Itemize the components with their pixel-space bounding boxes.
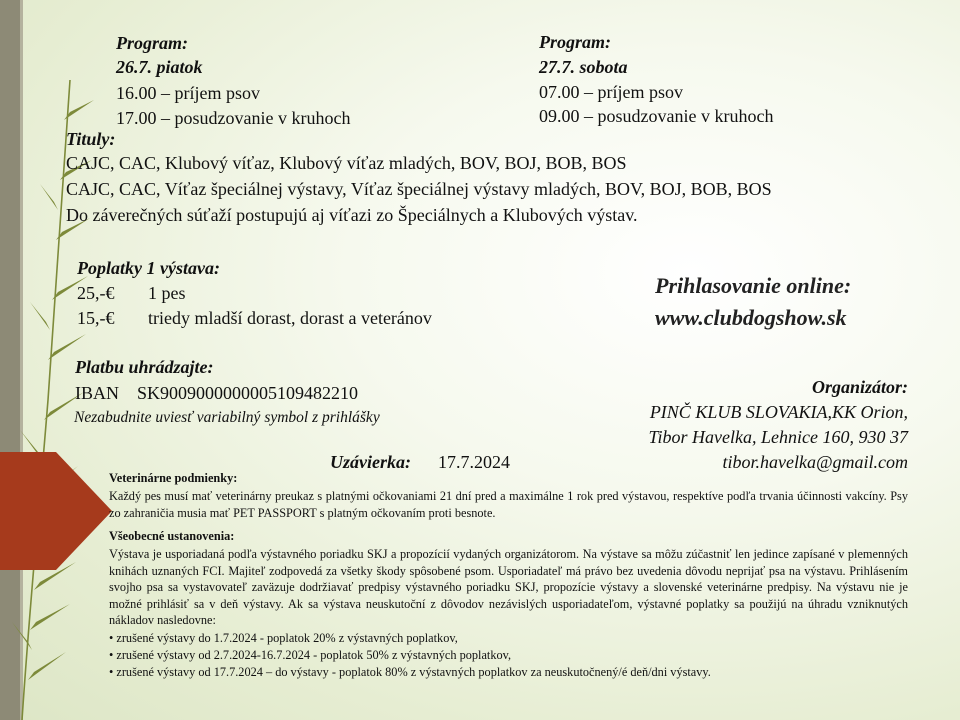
program-sat-heading: Program:	[539, 32, 611, 52]
program-sat-line2: 09.00 – posudzovanie v kruhoch	[539, 106, 774, 126]
fee-desc-2: triedy mladší dorast, dorast a veteránov	[148, 308, 432, 328]
titles-line2: CAJC, CAC, Víťaz špeciálnej výstavy, Víťaz špeciálnej výstavy mladých, BOV, BOJ, BOB, BOS	[66, 179, 772, 199]
titles-line3: Do záverečných súťaží postupujú aj víťazi zo Špeciálnych a Klubových výstav.	[66, 205, 638, 225]
fee-amount-2: 15,-€	[77, 308, 115, 328]
cancellation-list	[109, 630, 711, 680]
general-text: Výstava je usporiadaná podľa výstavného poriadku SKJ a propozícií vydaných organizátorom. Na výstave sa môžu zúčastniť len jedince zapísané v plemenných knihách uznaných FCI. Majiteľ zodpovedá za všetky škody spôsobené psom. Usporiadateľ má právo bez uvedenia dôvodu neprijať psa na výstavu. Prihlásením svojho psa sa vystavovateľ zaväzuje dodržiavať predpisy výstavného poriadku SKJ, propozície výstavy a slovenské veterinárne predpisy. Na výstavu nie je možné prihlásiť sa v deň výstavy. Ak sa výstava neuskutoční z dôvodov nezávislých usporiadateľom, výstavné poplatky sa použijú na úhradu vzniknutých nákladov nasledovne:	[109, 547, 908, 628]
titles-heading: Tituly:	[66, 129, 116, 149]
payment-heading: Platbu uhrádzajte:	[75, 357, 214, 377]
online-registration-label: Prihlasovanie online:	[655, 273, 852, 298]
iban-number: SK9009000000005109482210	[137, 383, 359, 403]
online-registration-link[interactable]: www.clubdogshow.sk	[655, 305, 847, 330]
payment-note: Nezabudnite uviesť variabilný symbol z prihlášky	[74, 409, 380, 426]
program-sat-line1: 07.00 – príjem psov	[539, 82, 683, 102]
deadline-label: Uzávierka:	[330, 452, 411, 472]
list-item: • zrušené výstavy do 1.7.2024 - poplatok 20% z výstavných poplatkov,	[109, 631, 458, 645]
organizer-line1: PINČ KLUB SLOVAKIA,KK Orion,	[649, 402, 908, 422]
deadline-date: 17.7.2024	[438, 452, 510, 472]
organizer-line2: Tibor Havelka, Lehnice 160, 930 37	[648, 427, 908, 447]
program-sat-day: 27.7. sobota	[539, 57, 628, 77]
red-arrow-decoration	[0, 452, 112, 570]
list-item: • zrušené výstavy od 17.7.2024 – do výstavy - poplatok 80% z výstavných poplatkov za neuskutočnený/é deň/dni výstavy.	[109, 664, 711, 679]
vet-heading: Veterinárne podmienky:	[109, 471, 238, 485]
fee-amount-1: 25,-€	[77, 283, 115, 303]
fees-heading: Poplatky 1 výstava:	[77, 258, 220, 278]
iban-label: IBAN	[75, 383, 119, 403]
list-item: • zrušené výstavy od 2.7.2024-16.7.2024 - poplatok 50% z výstavných poplatkov,	[109, 647, 512, 662]
general-heading: Všeobecné ustanovenia:	[109, 529, 235, 543]
program-fri-heading: Program:	[116, 33, 188, 53]
program-fri-line1: 16.00 – príjem psov	[116, 83, 260, 103]
program-fri-line2: 17.00 – posudzovanie v kruhoch	[116, 108, 351, 128]
organizer-email[interactable]: tibor.havelka@gmail.com	[722, 452, 908, 472]
fee-desc-1: 1 pes	[148, 283, 186, 303]
titles-line1: CAJC, CAC, Klubový víťaz, Klubový víťaz mladých, BOV, BOJ, BOB, BOS	[66, 153, 627, 173]
organizer-heading: Organizátor:	[811, 377, 908, 397]
vet-text: Každý pes musí mať veterinárny preukaz s platnými očkovaniami 21 dní pred a maximálne 1 rok pred výstavou, respektíve podľa trvania účinnosti vakcíny. Psy zo zahraničia musia mať PET PASSPORT s platným očkovaním proti besnote.	[109, 489, 908, 520]
program-fri-day: 26.7. piatok	[116, 57, 203, 77]
